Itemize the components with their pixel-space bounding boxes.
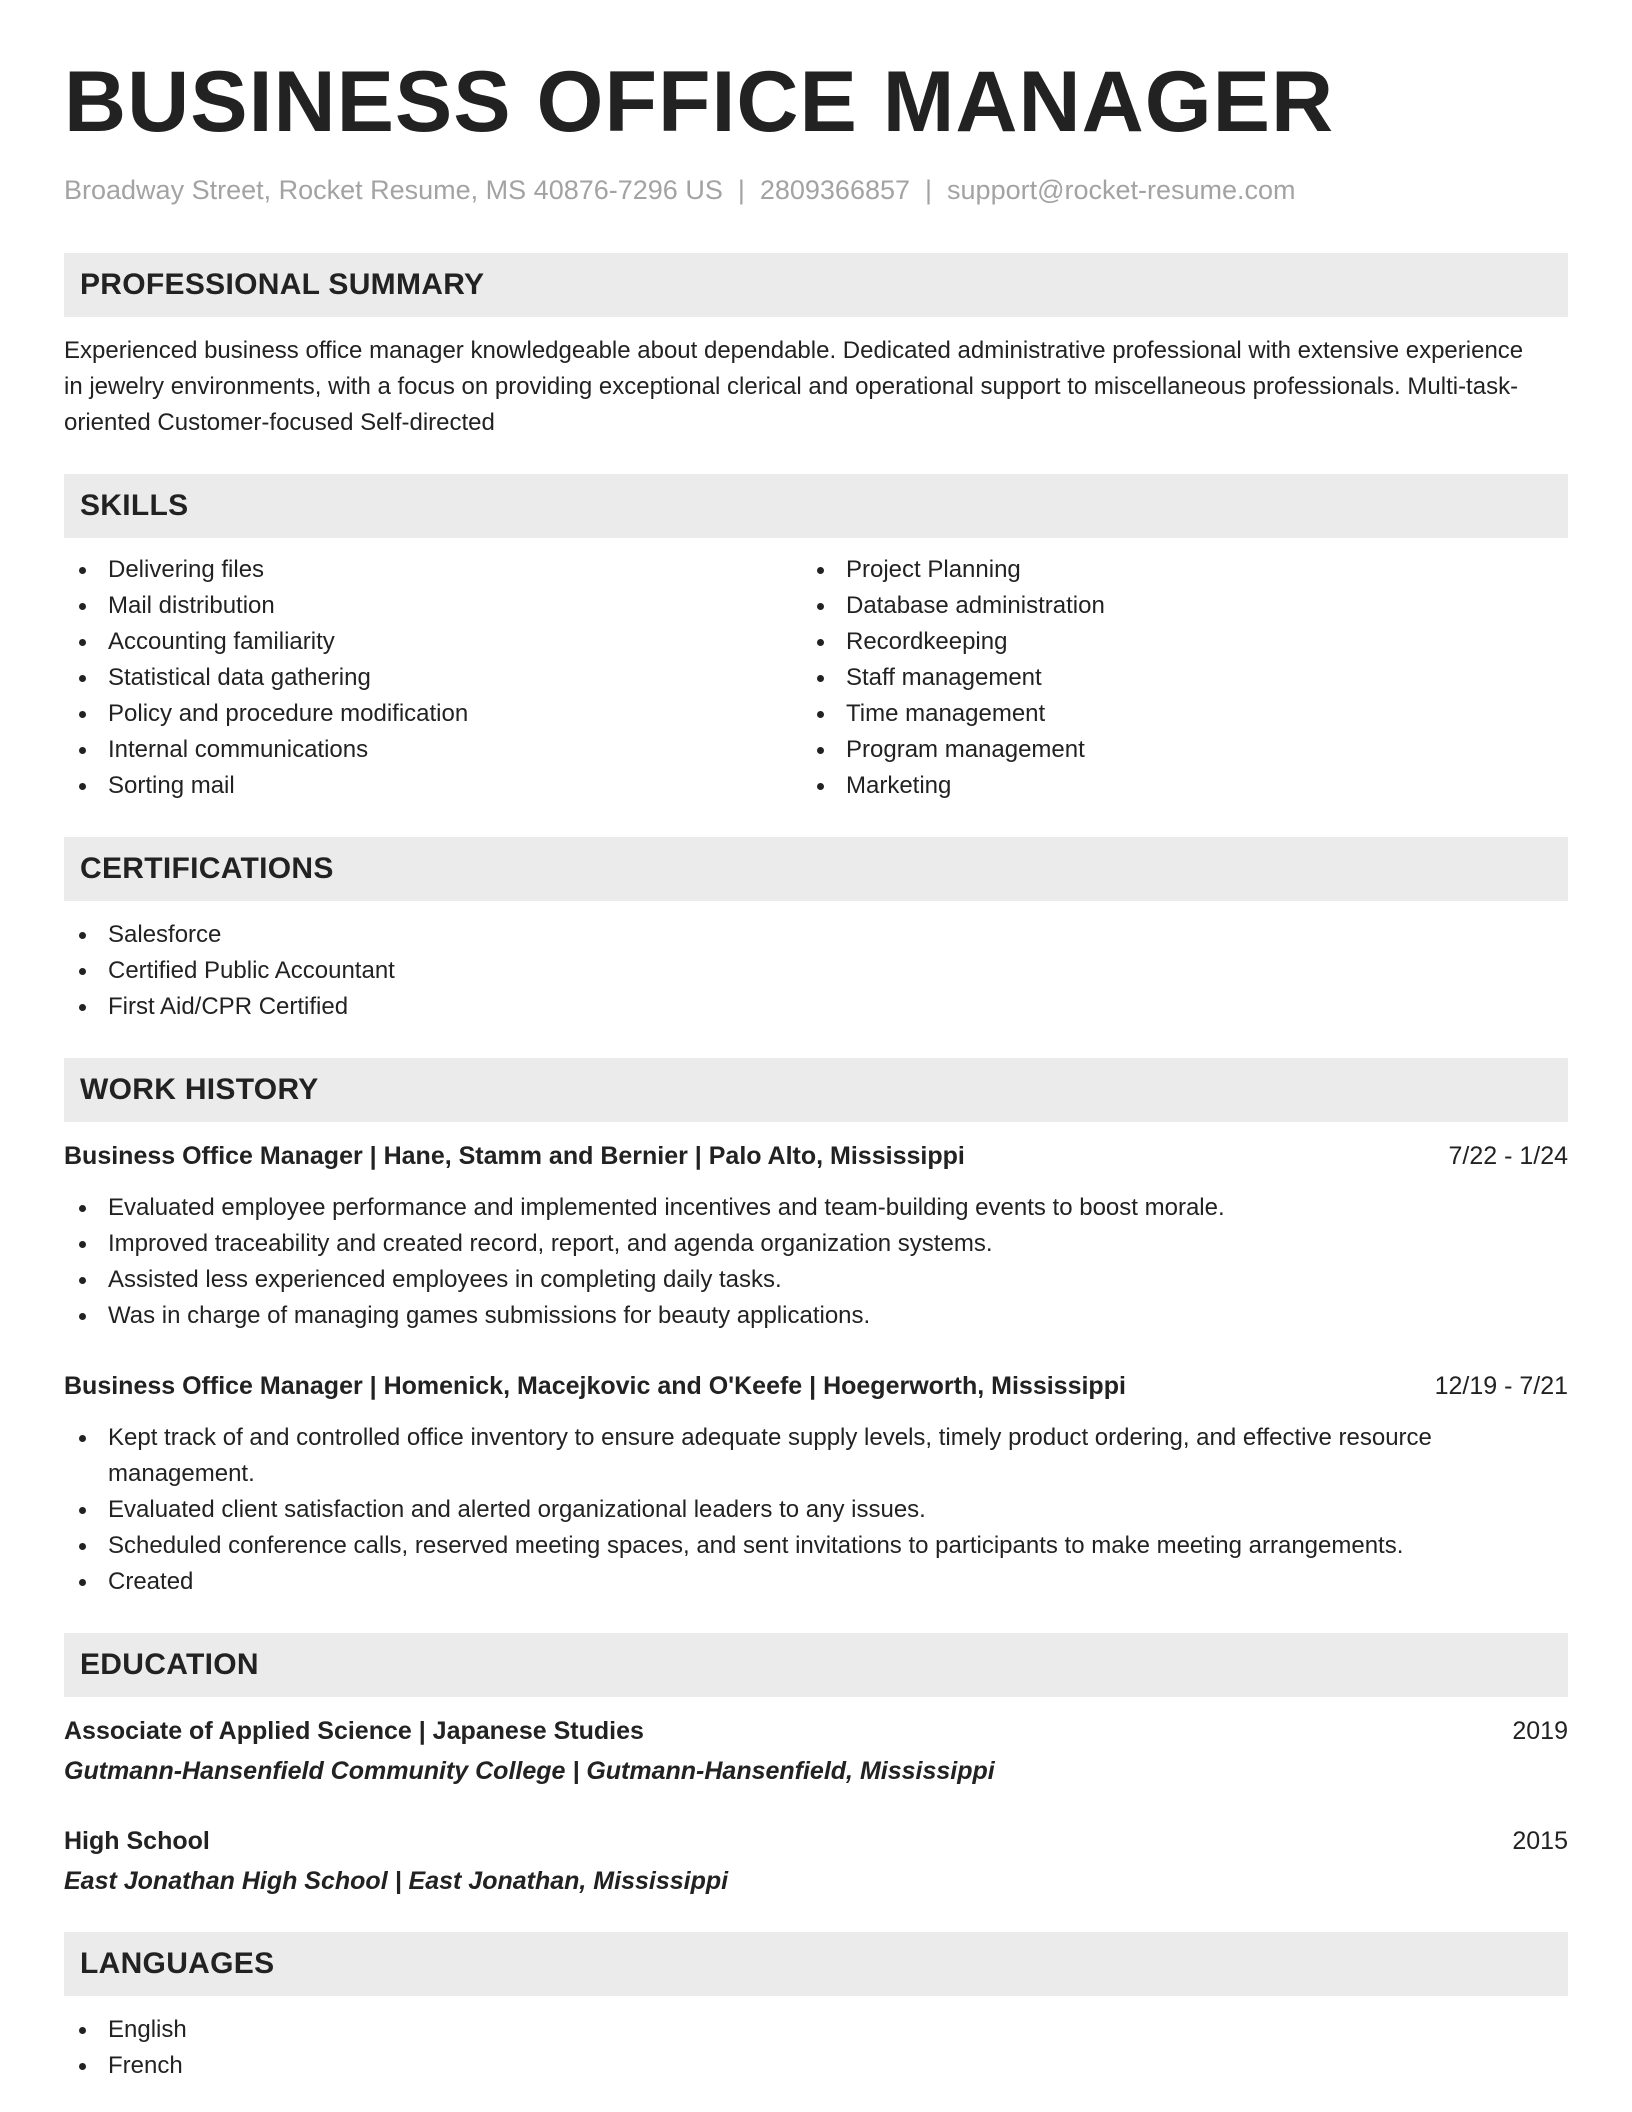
job-bullet: Evaluated employee performance and implemented incentives and team-building events to boost morale. [64, 1190, 1568, 1226]
job-header [64, 1368, 1568, 1404]
job-bullet: Evaluated client satisfaction and alerted organizational leaders to any issues. [64, 1492, 1568, 1528]
job-title: Business Office Manager | Homenick, Macejkovic and O'Keefe | Hoegerworth, Mississippi [64, 1372, 1126, 1400]
skill-item: Policy and procedure modification [64, 696, 802, 732]
summary-text: Experienced business office manager knowledgeable about dependable. Dedicated administrative professional with extensive experience in jewelry environments, with a focus on providing exceptional clerical and operational support to miscellaneous professionals. Multi-task-oriented Customer-focused Self-directed [64, 337, 1524, 436]
languages-list [64, 2012, 1568, 2084]
job-entry [64, 1368, 1568, 1600]
contact-separator: | [925, 175, 933, 205]
skill-item: Sorting mail [64, 768, 802, 804]
skill-item: Recordkeeping [802, 624, 1540, 660]
skill-item: Delivering files [64, 552, 802, 588]
education-school: East Jonathan High School | East Jonathan, Mississippi [64, 1867, 729, 1895]
job-bullet: Kept track of and controlled office inventory to ensure adequate supply levels, timely product ordering, and effective resource management. [64, 1420, 1568, 1492]
education-entry [64, 1713, 1568, 1789]
skills-list [64, 552, 1568, 804]
section-heading-skills: SKILLS [64, 474, 1568, 538]
education-degree: Associate of Applied Science | Japanese Studies [64, 1717, 644, 1745]
job-title: Business Office Manager | Hane, Stamm and Bernier | Palo Alto, Mississippi [64, 1142, 965, 1170]
job-dates: 12/19 - 7/21 [1434, 1372, 1568, 1400]
education-school: Gutmann-Hansenfield Community College | Gutmann-Hansenfield, Mississippi [64, 1757, 995, 1785]
section-heading-languages: LANGUAGES [64, 1932, 1568, 1996]
job-bullets [64, 1190, 1568, 1334]
section-heading-education: EDUCATION [64, 1633, 1568, 1697]
skill-item: Project Planning [802, 552, 1540, 588]
job-entry [64, 1138, 1568, 1334]
education-year: 2019 [1512, 1717, 1568, 1745]
skill-item: Internal communications [64, 732, 802, 768]
section-heading-work-history: WORK HISTORY [64, 1058, 1568, 1122]
contact-email: support@rocket-resume.com [947, 175, 1296, 205]
certification-item: Salesforce [64, 917, 1568, 953]
contact-line [64, 172, 1568, 208]
skill-item: Accounting familiarity [64, 624, 802, 660]
certification-item: Certified Public Accountant [64, 953, 1568, 989]
language-item: English [64, 2012, 1568, 2048]
certification-item: First Aid/CPR Certified [64, 989, 1568, 1025]
skill-item: Database administration [802, 588, 1540, 624]
skill-item: Statistical data gathering [64, 660, 802, 696]
certifications-list [64, 917, 1568, 1025]
job-bullet: Scheduled conference calls, reserved meeting spaces, and sent invitations to participants to make meeting arrangements. [64, 1528, 1568, 1564]
skill-item: Marketing [802, 768, 1540, 804]
education-header [64, 1823, 1568, 1859]
contact-separator: | [737, 175, 745, 205]
skill-item: Mail distribution [64, 588, 802, 624]
skill-item: Time management [802, 696, 1540, 732]
contact-phone: 2809366857 [759, 175, 911, 205]
education-header [64, 1713, 1568, 1749]
skill-item: Staff management [802, 660, 1540, 696]
job-bullet: Created [64, 1564, 1568, 1600]
job-bullet: Was in charge of managing games submissions for beauty applications. [64, 1298, 1568, 1334]
education-entry [64, 1823, 1568, 1899]
skills-column-left [64, 552, 802, 804]
language-item: French [64, 2048, 1568, 2084]
job-bullet: Assisted less experienced employees in completing daily tasks. [64, 1262, 1568, 1298]
resume-name: BUSINESS OFFICE MANAGER [64, 54, 1335, 150]
job-bullets [64, 1420, 1568, 1600]
job-header [64, 1138, 1568, 1174]
education-degree: High School [64, 1827, 210, 1855]
job-dates: 7/22 - 1/24 [1448, 1142, 1568, 1170]
section-heading-summary: PROFESSIONAL SUMMARY [64, 253, 1568, 317]
skill-item: Program management [802, 732, 1540, 768]
skills-column-right [802, 552, 1540, 804]
section-heading-certifications: CERTIFICATIONS [64, 837, 1568, 901]
education-year: 2015 [1512, 1827, 1568, 1855]
contact-address: Broadway Street, Rocket Resume, MS 40876-7296 US [64, 175, 723, 205]
job-bullet: Improved traceability and created record, report, and agenda organization systems. [64, 1226, 1568, 1262]
